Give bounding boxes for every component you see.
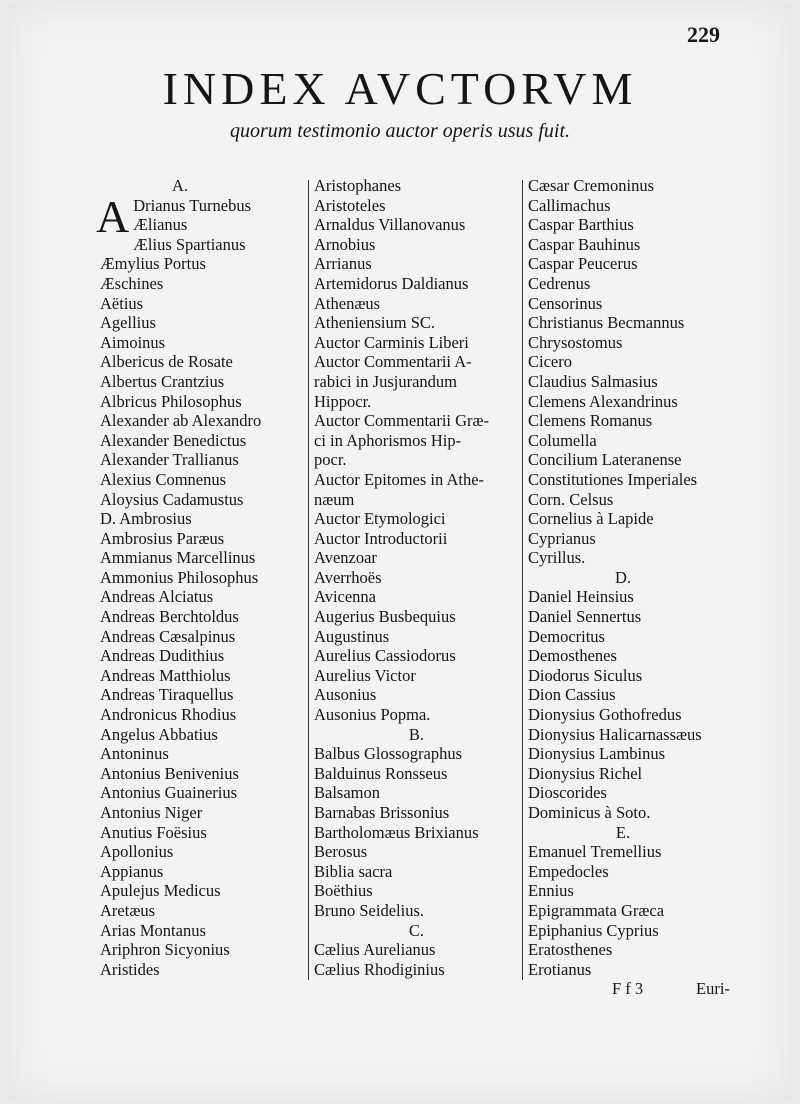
index-entry: Claudius Salmasius [528,371,658,391]
index-entry: Cæsar Cremoninus [528,176,655,195]
index-entry: Albericus de Rosate [100,352,233,372]
index-entry: Demosthenes [528,646,617,666]
index-entry: D. Ambrosius [100,509,192,529]
index-entry: Epigrammata Græca [528,900,665,920]
index-entry: Bruno Seidelius. [314,900,424,920]
index-entry: Aëtius [100,293,144,313]
index-entry: Auctor Carminis Liberi [314,332,469,352]
index-entry: Balsamon [314,783,380,803]
section-heading-a: A. [171,176,189,195]
index-entry: Antonius Guainerius [100,783,238,803]
index-entry: Dionysius Lambinus [528,744,666,764]
index-entry: Aurelius Victor [314,665,416,685]
index-entry: Censorinus [528,293,603,313]
index-entry: Dionysius Halicarnassæus [528,724,702,744]
index-entry: rabici in Jusjurandum [314,371,457,391]
index-entry: pocr. [314,450,347,470]
index-entry: Constitutiones Imperiales [528,469,698,489]
index-entry: Arias Montanus [100,920,206,940]
index-entry: Alexander Trallianus [100,450,239,470]
section-heading-c: C. [408,920,425,940]
entry-list-col2 [314,176,519,725]
index-entry: Ausonius Popma. [314,705,431,725]
index-entry: Aristophanes [314,176,402,195]
index-entry: Caspar Peucerus [528,254,638,274]
column-rule-left [308,180,309,980]
index-entry: Emanuel Tremellius [528,842,662,862]
book-page [8,4,792,1100]
index-entry: Andreas Cæsalpinus [100,626,236,646]
index-entry: Angelus Abbatius [100,724,218,744]
index-entry: Chrysostomus [528,332,623,352]
index-entry: Albricus Philosophus [100,391,242,411]
column-2 [314,176,519,979]
index-entry: Dioscorides [528,783,607,803]
index-entry: Christianus Becmannus [528,313,685,333]
index-entry: Daniel Sennertus [528,607,642,627]
entry-list-col1 [100,235,305,980]
index-entry: Apollonius [100,842,174,862]
index-entry: Æschines [100,273,164,293]
first-entries [96,190,305,242]
entry-list-c [314,940,519,979]
index-entry: Aristides [100,959,160,979]
column-3 [528,176,758,979]
index-entry: Auctor Commentarii Græ- [314,411,490,431]
index-entry: Andreas Alciatus [100,587,214,607]
entry-list-d [528,587,758,822]
index-entry: Ammonius Philosophus [100,567,259,587]
index-entry: Æmylius Portus [100,254,206,274]
index-entry: Albertus Crantzius [100,371,225,391]
index-entry: Arnaldus Villanovanus [314,215,466,235]
index-entry: Avicenna [314,587,376,607]
index-entry: Biblia sacra [314,861,393,881]
index-entry: Hippocr. [314,391,372,411]
index-entry: Ennius [528,881,574,901]
index-entry: Anutius Foësius [100,822,207,842]
index-entry: Drianus Turnebus [133,195,252,215]
index-entry: Caspar Barthius [528,215,634,235]
index-entry: Ælius Spartianus [133,234,246,254]
index-entry: Athenæus [314,293,380,313]
index-entry: Eratosthenes [528,940,613,960]
index-entry: Antonius Benivenius [100,763,239,783]
index-entry: Artemidorus Daldianus [314,273,469,293]
index-entry: Concilium Lateranense [528,450,682,470]
section-heading-d: D. [614,567,632,587]
index-entry: Arrianus [314,254,372,274]
index-entry: Alexander Benedictus [100,430,247,450]
index-entry: Dion Cassius [528,685,616,705]
column-rule-right [522,180,523,980]
catchword: Euri- [696,979,730,998]
index-entry: Epiphanius Cyprius [528,920,659,940]
index-entry: Boëthius [314,881,373,901]
index-entry: Cedrenus [528,273,591,293]
index-entry: Agellius [100,313,156,333]
index-entry: Berosus [314,842,368,862]
index-entry: Arnobius [314,234,376,254]
entry-list-col3 [528,176,758,568]
index-entry: Columella [528,430,597,450]
index-entry: Dionysius Richel [528,763,643,783]
index-entry: næum [314,489,355,509]
index-entry: Auctor Commentarii A- [314,352,472,372]
index-entry: Averrhoës [314,567,382,587]
index-entry: Andreas Dudithius [100,646,225,666]
section-heading-b: B. [408,724,425,744]
index-entry: Aristoteles [314,195,386,215]
index-title: INDEX AVCTORVM [162,63,638,114]
index-entry: Ariphron Sicyonius [100,940,230,960]
index-entry: Bartholomæus Brixianus [314,822,479,842]
index-entry: Augustinus [314,626,390,646]
index-entry: Dionysius Gothofredus [528,705,682,725]
index-entry: Ausonius [314,685,377,705]
index-entry: Andronicus Rhodius [100,705,237,725]
index-entry: Dominicus à Soto. [528,803,651,822]
index-entry: Cyprianus [528,528,596,548]
index-entry: Andreas Berchtoldus [100,607,239,627]
index-entry: Cicero [528,352,572,372]
index-entry: Aloysius Cadamustus [100,489,244,509]
index-entry: Cælius Rhodiginius [314,959,445,979]
index-entry: Diodorus Siculus [528,665,643,685]
page-number: 229 [687,22,720,47]
column-1 [96,176,305,979]
index-entry: Apulejus Medicus [100,881,221,901]
index-entry: Daniel Heinsius [528,587,634,607]
index-entry: Ammianus Marcellinus [100,548,256,568]
index-entry: Aimoinus [100,332,166,352]
index-entry: Empedocles [528,861,609,881]
index-entry: Corn. Celsus [528,489,614,509]
index-entry: Aretæus [100,900,155,920]
index-entry: Alexander ab Alexandro [100,411,262,431]
index-entry: Antoninus [100,744,169,764]
index-entry: Ambrosius Paræus [100,528,225,548]
index-entry: Ælianus [133,215,188,235]
index-entry: Clemens Alexandrinus [528,391,678,411]
entry-list-b [314,744,519,920]
index-entry: Cornelius à Lapide [528,509,654,529]
index-entry: ci in Aphorismos Hip- [314,430,462,450]
index-entry: Clemens Romanus [528,411,653,431]
index-entry: Andreas Tiraquellus [100,685,234,705]
drop-capital: A [96,190,130,242]
index-entry: Erotianus [528,959,592,979]
index-entry: Auctor Epitomes in Athe- [314,469,485,489]
index-entry: Augerius Busbequius [314,607,456,627]
index-entry: Cyrillus. [528,548,586,568]
signature-mark: F f 3 [612,979,644,998]
index-entry: Andreas Matthiolus [100,665,231,685]
index-entry: Caspar Bauhinus [528,234,641,254]
index-entry: Democritus [528,626,605,646]
index-entry: Callimachus [528,195,611,215]
index-entry: Auctor Introductorii [314,528,448,548]
index-entry: Aurelius Cassiodorus [314,646,456,666]
index-entry: Cælius Aurelianus [314,940,436,960]
index-entry: Antonius Niger [100,803,203,822]
index-entry: Alexius Comnenus [100,469,227,489]
entry-list-e [528,842,758,979]
index-subtitle: quorum testimonio auctor operis usus fuit. [229,120,570,142]
index-entry: Barnabas Brissonius [314,803,450,822]
index-entry: Auctor Etymologici [314,509,446,529]
index-entry: Balbus Glossographus [314,744,463,764]
index-entry: Avenzoar [314,548,377,568]
index-entry: Atheniensium SC. [314,313,436,333]
index-entry: Appianus [100,861,164,881]
section-heading-e: E. [615,822,631,842]
index-entry: Balduinus Ronsseus [314,763,448,783]
